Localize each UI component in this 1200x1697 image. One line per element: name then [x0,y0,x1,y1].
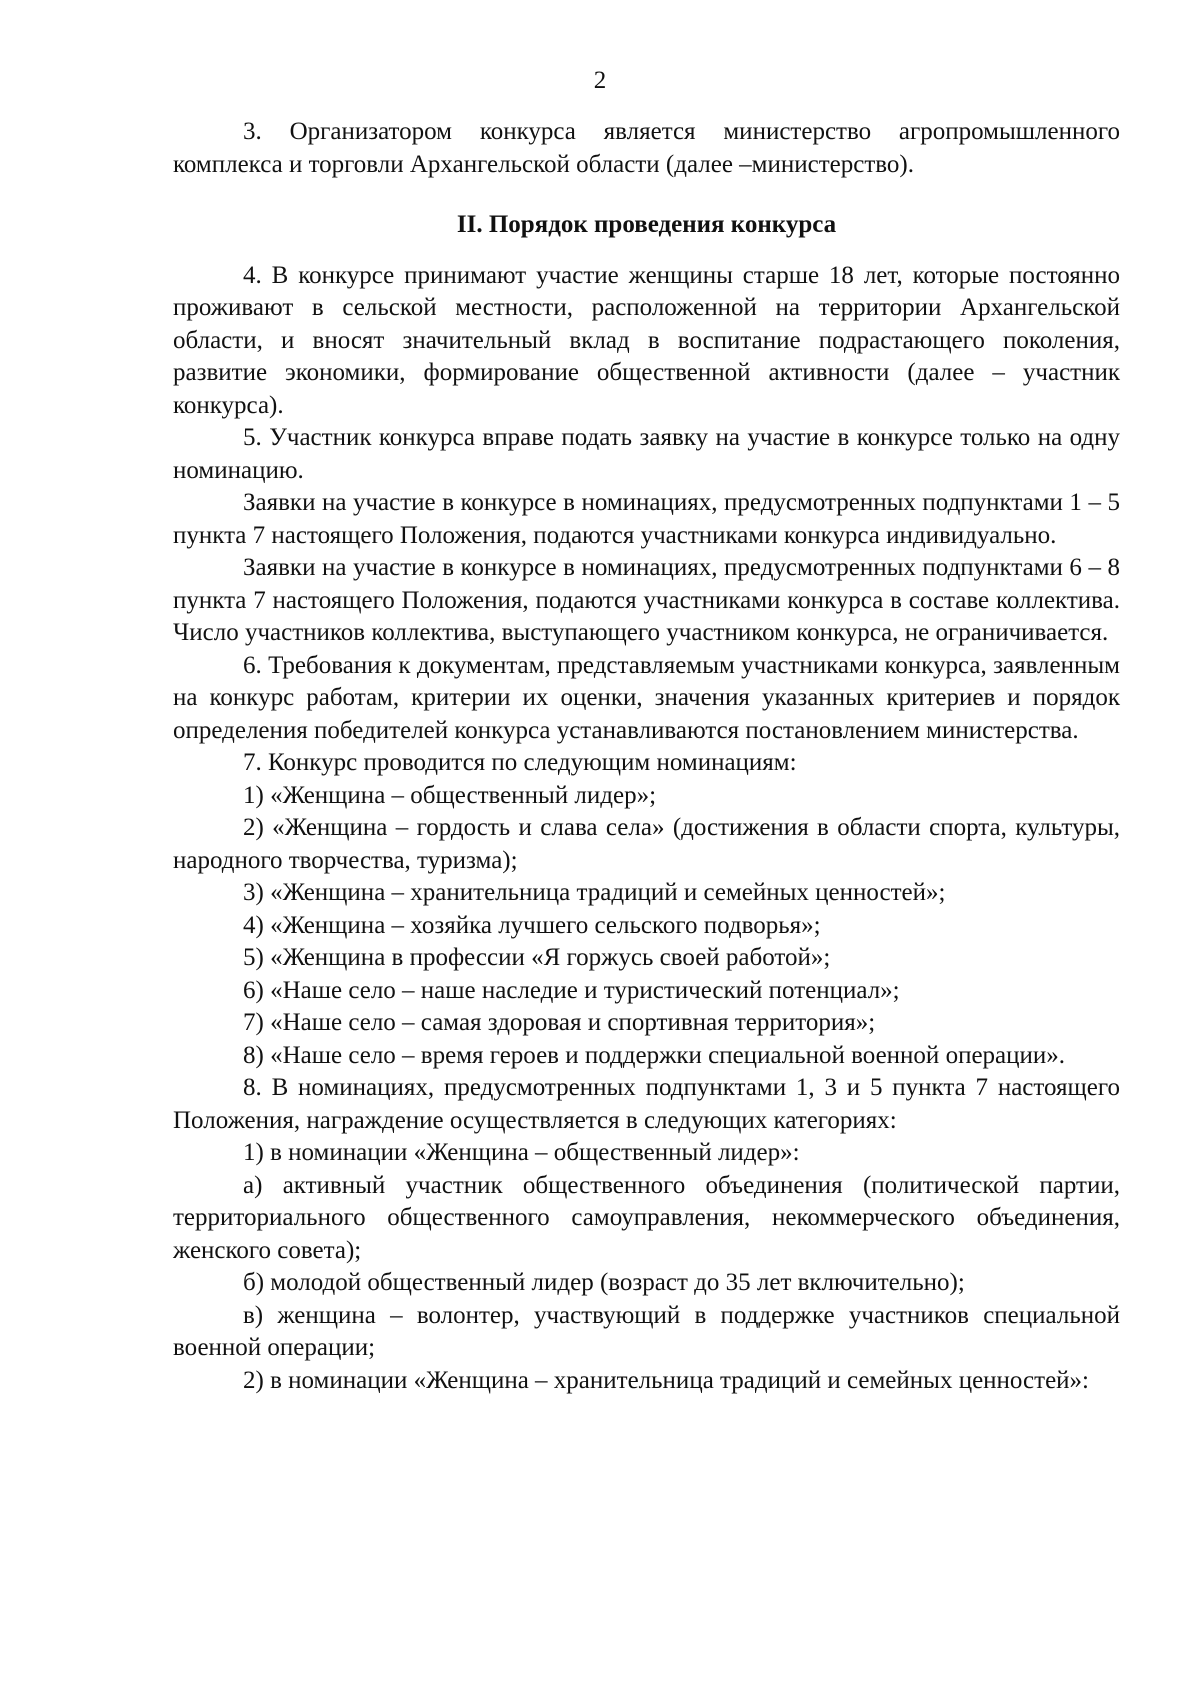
paragraph: 5. Участник конкурса вправе подать заявку на участие в конкурсе только на одну номинацию. [173,424,1120,484]
paragraph: 7. Конкурс проводится по следующим номинациям: [243,749,797,776]
paragraph: Заявки на участие в конкурсе в номинациях, предусмотренных подпунктами 1 – 5 пункта 7 настоящего Положения, подаются участниками конкурса индивидуально. [173,489,1120,549]
list-item: 8) «Наше село – время героев и поддержки специальной военной операции». [243,1041,1066,1069]
list-item: б) молодой общественный лидер (возраст до 35 лет включительно); [243,1269,965,1296]
paragraph: 3. Организатором конкурса является министерство агропромышленного комплекса и торговли Архангельской области (далее –министерство). [173,118,1120,178]
list-item: 1) «Женщина – общественный лидер»; [243,781,657,809]
list-item: в) женщина – волонтер, участвующий в поддержке участников специальной военной операции; [173,1301,1120,1361]
list-item: 3) «Женщина – хранительница традиций и семейных ценностей»; [243,879,946,906]
list-item: 4) «Женщина – хозяйка лучшего сельского подворья»; [243,911,821,939]
paragraph: Заявки на участие в конкурсе в номинациях, предусмотренных подпунктами 6 – 8 пункта 7 настоящего Положения, подаются участниками конкурса в составе коллектива. Число участников коллектива, выступающего участником конкурса, не ограничивается. [173,554,1120,646]
page-number: 2 [593,67,607,94]
paragraph: 4. В конкурсе принимают участие женщины старше 18 лет, которые постоянно проживают в сельской местности, расположенной на территории Архангельской области, и вносят значительный вклад в воспитание подрастающего поколения, развитие экономики, формирование общественной активности (далее – участник конкурса). [173,261,1120,419]
document-body [173,116,1120,1397]
list-item: а) активный участник общественного объединения (политической партии, территориального общественного самоуправления, некоммерческого объединения, женского совета); [173,1171,1120,1264]
list-item: 1) в номинации «Женщина – общественный лидер»: [243,1139,800,1166]
section-heading: II. Порядок проведения конкурса [456,211,837,238]
paragraph: 8. В номинациях, предусмотренных подпунктами 1, 3 и 5 пункта 7 настоящего Положения, награждение осуществляется в следующих категориях: [173,1074,1120,1134]
list-item: 2) «Женщина – гордость и слава села» (достижения в области спорта, культуры, народного творчества, туризма); [173,814,1120,874]
list-item: 6) «Наше село – наше наследие и туристический потенциал»; [243,976,900,1004]
list-item: 5) «Женщина в профессии «Я горжусь своей работой»; [243,944,831,971]
list-item: 7) «Наше село – самая здоровая и спортивная территория»; [243,1009,876,1036]
list-item: 2) в номинации «Женщина – хранительница традиций и семейных ценностей»: [243,1366,1089,1394]
paragraph: 6. Требования к документам, представляемым участниками конкурса, заявленным на конкурс работам, критерии их оценки, значения указанных критериев и порядок определения победителей конкурса устанавливаются постановлением министерства. [173,651,1120,744]
